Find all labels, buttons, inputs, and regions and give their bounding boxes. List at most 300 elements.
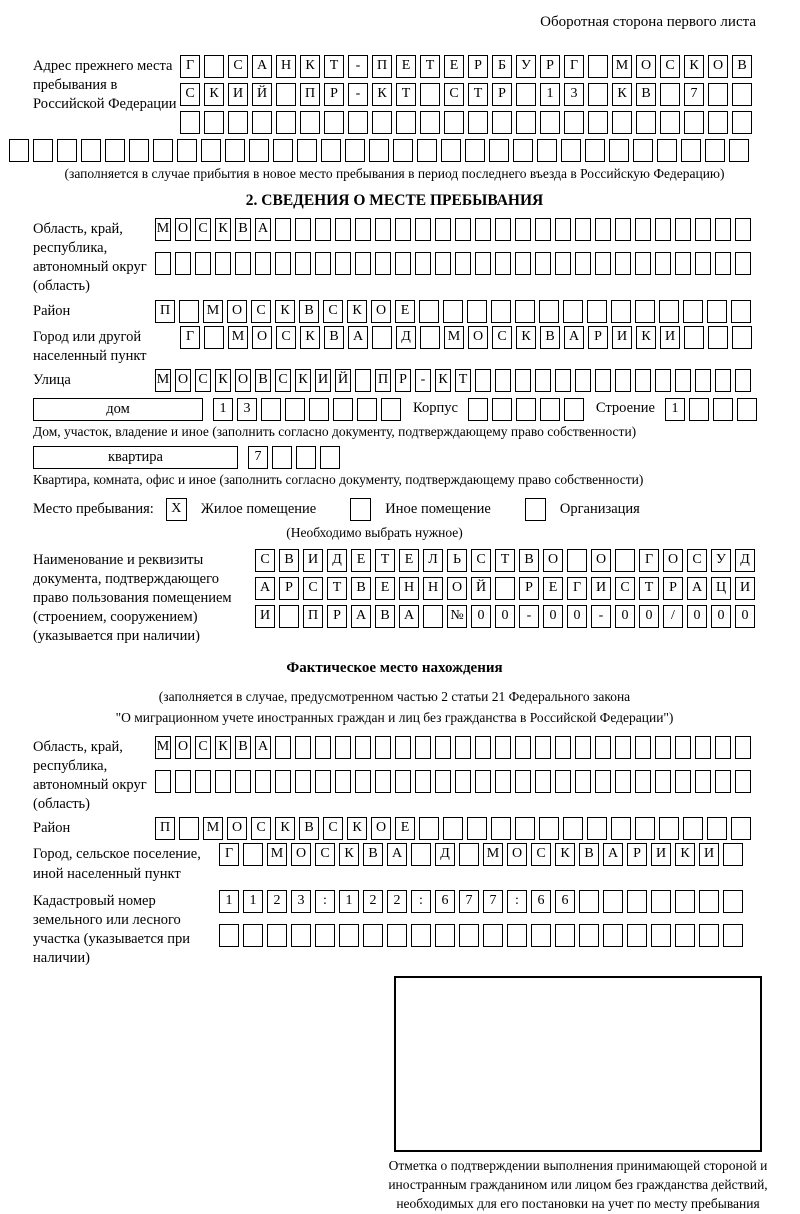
form-cell bbox=[295, 736, 311, 759]
form-cell: У bbox=[516, 55, 536, 78]
form-cell bbox=[675, 770, 691, 793]
form-cell bbox=[561, 139, 581, 162]
form-cell: Д bbox=[396, 326, 416, 349]
form-cell: М bbox=[155, 736, 171, 759]
form-cell bbox=[535, 369, 551, 392]
form-cell bbox=[588, 55, 608, 78]
form-cell bbox=[395, 252, 411, 275]
form-cell: С bbox=[660, 55, 680, 78]
form-cell bbox=[273, 139, 293, 162]
doc-rows bbox=[255, 549, 759, 628]
form-cell: А bbox=[387, 843, 407, 866]
option-organizatsiya-label: Организация bbox=[559, 500, 640, 517]
form-cell bbox=[715, 736, 731, 759]
form-cell bbox=[539, 817, 559, 840]
ulitsa-row bbox=[155, 369, 755, 392]
form-cell: В bbox=[299, 817, 319, 840]
form-cell bbox=[235, 252, 251, 275]
form-cell: М bbox=[155, 369, 171, 392]
form-cell: Р bbox=[395, 369, 411, 392]
form-cell bbox=[129, 139, 149, 162]
form-cell bbox=[291, 924, 311, 947]
form-cell: 0 bbox=[543, 605, 563, 628]
form-cell bbox=[595, 736, 611, 759]
form-cell bbox=[579, 924, 599, 947]
form-cell: С bbox=[275, 369, 291, 392]
form-cell bbox=[175, 252, 191, 275]
form-cell: Н bbox=[276, 55, 296, 78]
form-cell: В bbox=[579, 843, 599, 866]
form-cell bbox=[81, 139, 101, 162]
form-cell: П bbox=[303, 605, 323, 628]
option-zhiloe-label: Жилое помещение bbox=[200, 500, 317, 517]
form-cell bbox=[651, 924, 671, 947]
kadastr-rows bbox=[219, 890, 747, 947]
form-cell bbox=[515, 218, 531, 241]
form-cell: 1 bbox=[213, 398, 233, 421]
raion-field bbox=[33, 300, 756, 323]
form-cell: О bbox=[468, 326, 488, 349]
form-cell bbox=[321, 139, 341, 162]
form-cell: Е bbox=[395, 817, 415, 840]
form-cell bbox=[555, 369, 571, 392]
form-cell bbox=[423, 605, 443, 628]
form-cell bbox=[681, 139, 701, 162]
form-cell bbox=[475, 369, 491, 392]
form-cell bbox=[415, 770, 431, 793]
form-cell bbox=[475, 770, 491, 793]
form-cell: 2 bbox=[387, 890, 407, 913]
form-cell bbox=[683, 817, 703, 840]
raion-row bbox=[155, 300, 755, 323]
form-cell bbox=[315, 736, 331, 759]
form-cell bbox=[611, 817, 631, 840]
form-cell: И bbox=[255, 605, 275, 628]
form-cell bbox=[204, 55, 224, 78]
form-cell bbox=[655, 770, 671, 793]
form-cell: М bbox=[444, 326, 464, 349]
form-cell bbox=[455, 218, 471, 241]
form-cell bbox=[33, 139, 53, 162]
form-cell bbox=[249, 139, 269, 162]
form-cell: 1 bbox=[339, 890, 359, 913]
form-cell bbox=[372, 111, 392, 134]
form-cell: В bbox=[324, 326, 344, 349]
form-cell bbox=[252, 111, 272, 134]
form-cell bbox=[515, 300, 535, 323]
form-cell bbox=[179, 300, 199, 323]
factual-caption-line-1: (заполняется в случае, предусмотренном частью 2 статьи 21 Федерального закона bbox=[158, 689, 631, 705]
kvartira-cells bbox=[248, 446, 344, 469]
form-cell bbox=[615, 218, 631, 241]
form-cell: В bbox=[636, 83, 656, 106]
form-cell bbox=[105, 139, 125, 162]
prev-address-row-2 bbox=[180, 83, 756, 106]
form-cell: О bbox=[507, 843, 527, 866]
form-cell bbox=[603, 924, 623, 947]
form-cell bbox=[695, 369, 711, 392]
form-cell bbox=[215, 770, 231, 793]
form-cell: Р bbox=[327, 605, 347, 628]
factual-oblast-row-2 bbox=[155, 770, 755, 793]
prev-address-rows bbox=[180, 55, 756, 134]
form-cell bbox=[396, 111, 416, 134]
form-cell bbox=[195, 252, 211, 275]
form-cell: Т bbox=[324, 55, 344, 78]
form-cell bbox=[467, 817, 487, 840]
form-cell bbox=[491, 817, 511, 840]
form-cell bbox=[635, 817, 655, 840]
form-cell: М bbox=[203, 300, 223, 323]
form-cell: А bbox=[255, 218, 271, 241]
form-cell: С bbox=[195, 369, 211, 392]
form-cell bbox=[708, 111, 728, 134]
form-cell: Е bbox=[395, 300, 415, 323]
form-cell bbox=[675, 218, 691, 241]
form-cell bbox=[635, 369, 651, 392]
form-cell: С bbox=[531, 843, 551, 866]
form-cell: М bbox=[155, 218, 171, 241]
form-cell: О bbox=[708, 55, 728, 78]
form-cell: - bbox=[415, 369, 431, 392]
form-cell bbox=[309, 398, 329, 421]
form-cell: 3 bbox=[564, 83, 584, 106]
form-cell bbox=[567, 549, 587, 572]
form-cell bbox=[575, 736, 591, 759]
form-cell bbox=[735, 369, 751, 392]
form-cell: К bbox=[684, 55, 704, 78]
form-cell: Р bbox=[279, 577, 299, 600]
form-cell bbox=[660, 83, 680, 106]
form-cell: Й bbox=[335, 369, 351, 392]
form-cell bbox=[395, 770, 411, 793]
form-cell bbox=[539, 300, 559, 323]
form-cell bbox=[729, 139, 749, 162]
form-cell: 0 bbox=[735, 605, 755, 628]
form-cell: С bbox=[444, 83, 464, 106]
form-cell bbox=[540, 398, 560, 421]
factual-raion-field bbox=[33, 817, 756, 840]
kvartira-box: квартира bbox=[33, 446, 238, 469]
form-cell: И bbox=[735, 577, 755, 600]
form-cell bbox=[355, 369, 371, 392]
form-cell: И bbox=[651, 843, 671, 866]
factual-oblast-row-1 bbox=[155, 736, 755, 759]
form-cell bbox=[276, 111, 296, 134]
korpus-label: Корпус bbox=[413, 399, 458, 416]
form-cell: А bbox=[255, 736, 271, 759]
form-cell: Р bbox=[468, 55, 488, 78]
form-cell: А bbox=[252, 55, 272, 78]
form-cell: О bbox=[252, 326, 272, 349]
factual-title: Фактическое место нахождения bbox=[286, 660, 503, 677]
form-cell bbox=[275, 770, 291, 793]
form-cell bbox=[723, 843, 743, 866]
stroenie-label: Строение bbox=[595, 399, 655, 416]
form-cell bbox=[315, 218, 331, 241]
form-cell bbox=[492, 111, 512, 134]
form-cell bbox=[585, 139, 605, 162]
form-cell bbox=[635, 736, 651, 759]
form-cell: 0 bbox=[615, 605, 635, 628]
form-cell bbox=[713, 398, 733, 421]
form-cell: Г bbox=[180, 326, 200, 349]
form-cell: О bbox=[175, 736, 191, 759]
form-cell: К bbox=[204, 83, 224, 106]
kadastr-row-1 bbox=[219, 890, 747, 913]
form-cell bbox=[492, 398, 512, 421]
checkbox-zhiloe: X bbox=[166, 498, 187, 521]
form-cell bbox=[595, 252, 611, 275]
form-cell bbox=[708, 326, 728, 349]
form-cell bbox=[419, 817, 439, 840]
form-cell bbox=[9, 139, 29, 162]
form-cell bbox=[699, 890, 719, 913]
form-cell bbox=[279, 605, 299, 628]
form-cell bbox=[609, 139, 629, 162]
form-cell: С bbox=[492, 326, 512, 349]
form-cell bbox=[467, 300, 487, 323]
form-cell bbox=[587, 300, 607, 323]
form-cell bbox=[660, 111, 680, 134]
form-cell: Т bbox=[375, 549, 395, 572]
form-cell bbox=[655, 736, 671, 759]
form-cell: 1 bbox=[540, 83, 560, 106]
form-cell: 1 bbox=[219, 890, 239, 913]
form-cell: 7 bbox=[684, 83, 704, 106]
oblast-rows bbox=[155, 218, 755, 275]
form-cell: С bbox=[315, 843, 335, 866]
form-cell: О bbox=[371, 817, 391, 840]
form-cell: В bbox=[235, 736, 251, 759]
gorod-label: Город или другой населенный пункт bbox=[33, 328, 147, 364]
form-cell bbox=[415, 252, 431, 275]
form-cell: Е bbox=[375, 577, 395, 600]
form-cell: К bbox=[295, 369, 311, 392]
form-cell bbox=[443, 300, 463, 323]
form-cell bbox=[684, 111, 704, 134]
form-cell bbox=[459, 924, 479, 947]
form-cell bbox=[735, 736, 751, 759]
form-cell: 0 bbox=[471, 605, 491, 628]
form-cell bbox=[381, 398, 401, 421]
form-cell bbox=[315, 770, 331, 793]
raion-label: Район bbox=[33, 302, 71, 319]
form-cell bbox=[395, 218, 411, 241]
form-cell bbox=[435, 252, 451, 275]
form-cell bbox=[737, 398, 757, 421]
form-cell bbox=[491, 300, 511, 323]
form-cell: 0 bbox=[495, 605, 515, 628]
form-cell: П bbox=[375, 369, 391, 392]
form-cell bbox=[563, 817, 583, 840]
form-cell: Й bbox=[471, 577, 491, 600]
form-cell bbox=[219, 924, 239, 947]
form-cell: Р bbox=[627, 843, 647, 866]
form-cell: / bbox=[663, 605, 683, 628]
form-cell bbox=[335, 252, 351, 275]
form-cell bbox=[612, 111, 632, 134]
form-cell bbox=[507, 924, 527, 947]
form-cell bbox=[415, 218, 431, 241]
form-cell bbox=[635, 218, 651, 241]
form-cell bbox=[615, 736, 631, 759]
form-cell: К bbox=[372, 83, 392, 106]
dom-row bbox=[33, 398, 756, 421]
form-cell bbox=[201, 139, 221, 162]
form-cell: Д bbox=[435, 843, 455, 866]
kvartira-row bbox=[33, 446, 756, 469]
form-cell bbox=[735, 252, 751, 275]
form-cell: Б bbox=[492, 55, 512, 78]
form-cell bbox=[540, 111, 560, 134]
form-cell: В bbox=[299, 300, 319, 323]
form-cell bbox=[468, 111, 488, 134]
form-cell bbox=[715, 218, 731, 241]
form-cell: О bbox=[235, 369, 251, 392]
prev-address-row-4 bbox=[9, 139, 756, 162]
form-cell: К bbox=[435, 369, 451, 392]
form-cell bbox=[475, 736, 491, 759]
form-cell bbox=[516, 398, 536, 421]
form-cell: Д bbox=[327, 549, 347, 572]
gorod-row bbox=[180, 326, 756, 349]
form-cell: К bbox=[347, 300, 367, 323]
form-cell bbox=[375, 218, 391, 241]
form-cell: № bbox=[447, 605, 467, 628]
form-cell: Л bbox=[423, 549, 443, 572]
form-cell bbox=[468, 398, 488, 421]
factual-raion-label: Район bbox=[33, 820, 71, 837]
form-cell bbox=[300, 111, 320, 134]
form-cell bbox=[175, 770, 191, 793]
form-cell: - bbox=[519, 605, 539, 628]
form-cell: С bbox=[251, 817, 271, 840]
form-cell bbox=[415, 736, 431, 759]
form-cell: И bbox=[303, 549, 323, 572]
form-cell bbox=[695, 252, 711, 275]
form-cell: Р bbox=[324, 83, 344, 106]
form-cell: В bbox=[363, 843, 383, 866]
form-cell bbox=[357, 398, 377, 421]
form-cell bbox=[275, 252, 291, 275]
form-cell: 7 bbox=[248, 446, 268, 469]
dom-caption: Дом, участок, владение и иное (заполнить согласно документу, подтверждающему право собственности) bbox=[33, 423, 637, 439]
factual-raion-row bbox=[155, 817, 755, 840]
form-cell: - bbox=[348, 55, 368, 78]
form-cell: О bbox=[636, 55, 656, 78]
form-cell bbox=[435, 770, 451, 793]
form-cell bbox=[657, 139, 677, 162]
form-cell: И bbox=[612, 326, 632, 349]
form-cell bbox=[155, 252, 171, 275]
form-cell: Г bbox=[567, 577, 587, 600]
form-cell bbox=[455, 736, 471, 759]
form-cell bbox=[455, 770, 471, 793]
doc-row-2 bbox=[255, 577, 759, 600]
form-cell bbox=[555, 218, 571, 241]
form-cell: Т bbox=[420, 55, 440, 78]
form-cell: С bbox=[303, 577, 323, 600]
form-cell bbox=[588, 83, 608, 106]
form-cell: 0 bbox=[639, 605, 659, 628]
checkbox-inoe bbox=[350, 498, 371, 521]
form-cell: Р bbox=[663, 577, 683, 600]
form-cell: М bbox=[203, 817, 223, 840]
dom-box: дом bbox=[33, 398, 203, 421]
stamp-box bbox=[394, 976, 762, 1152]
form-cell bbox=[417, 139, 437, 162]
form-cell bbox=[267, 924, 287, 947]
form-cell bbox=[675, 369, 691, 392]
form-cell bbox=[375, 770, 391, 793]
form-cell bbox=[564, 398, 584, 421]
form-cell: О bbox=[291, 843, 311, 866]
stay-type-note: (Необходимо выбрать нужное) bbox=[286, 524, 463, 540]
form-cell bbox=[339, 924, 359, 947]
form-cell: П bbox=[155, 300, 175, 323]
form-cell: Е bbox=[444, 55, 464, 78]
form-cell: Ь bbox=[447, 549, 467, 572]
form-cell bbox=[595, 369, 611, 392]
stay-type-label: Место пребывания: bbox=[33, 500, 154, 517]
form-cell bbox=[369, 139, 389, 162]
form-cell bbox=[695, 218, 711, 241]
form-cell bbox=[515, 369, 531, 392]
form-cell: К bbox=[612, 83, 632, 106]
form-cell bbox=[513, 139, 533, 162]
form-cell bbox=[615, 770, 631, 793]
form-cell bbox=[204, 326, 224, 349]
form-cell: К bbox=[339, 843, 359, 866]
form-cell: А bbox=[348, 326, 368, 349]
form-cell: Г bbox=[219, 843, 239, 866]
form-cell bbox=[348, 111, 368, 134]
form-cell bbox=[243, 924, 263, 947]
form-cell bbox=[595, 218, 611, 241]
form-cell: Й bbox=[252, 83, 272, 106]
form-cell: В bbox=[279, 549, 299, 572]
form-cell bbox=[285, 398, 305, 421]
form-cell bbox=[699, 924, 719, 947]
form-cell: О bbox=[227, 817, 247, 840]
page-side-note: Оборотная сторона первого листа bbox=[540, 14, 756, 30]
form-cell bbox=[333, 398, 353, 421]
form-cell: Т bbox=[495, 549, 515, 572]
form-cell bbox=[420, 83, 440, 106]
form-cell bbox=[261, 398, 281, 421]
form-cell bbox=[420, 111, 440, 134]
form-cell bbox=[735, 218, 751, 241]
form-cell bbox=[611, 300, 631, 323]
form-cell bbox=[651, 890, 671, 913]
form-cell: И bbox=[660, 326, 680, 349]
form-cell bbox=[195, 770, 211, 793]
form-cell bbox=[155, 770, 171, 793]
form-cell: О bbox=[371, 300, 391, 323]
form-cell bbox=[627, 924, 647, 947]
form-cell bbox=[255, 770, 271, 793]
form-cell bbox=[435, 218, 451, 241]
form-cell bbox=[588, 111, 608, 134]
form-cell bbox=[731, 300, 751, 323]
form-cell bbox=[355, 252, 371, 275]
form-cell bbox=[659, 817, 679, 840]
stay-type-row bbox=[33, 498, 756, 521]
form-cell: Т bbox=[396, 83, 416, 106]
form-cell bbox=[531, 924, 551, 947]
form-cell: 3 bbox=[237, 398, 257, 421]
